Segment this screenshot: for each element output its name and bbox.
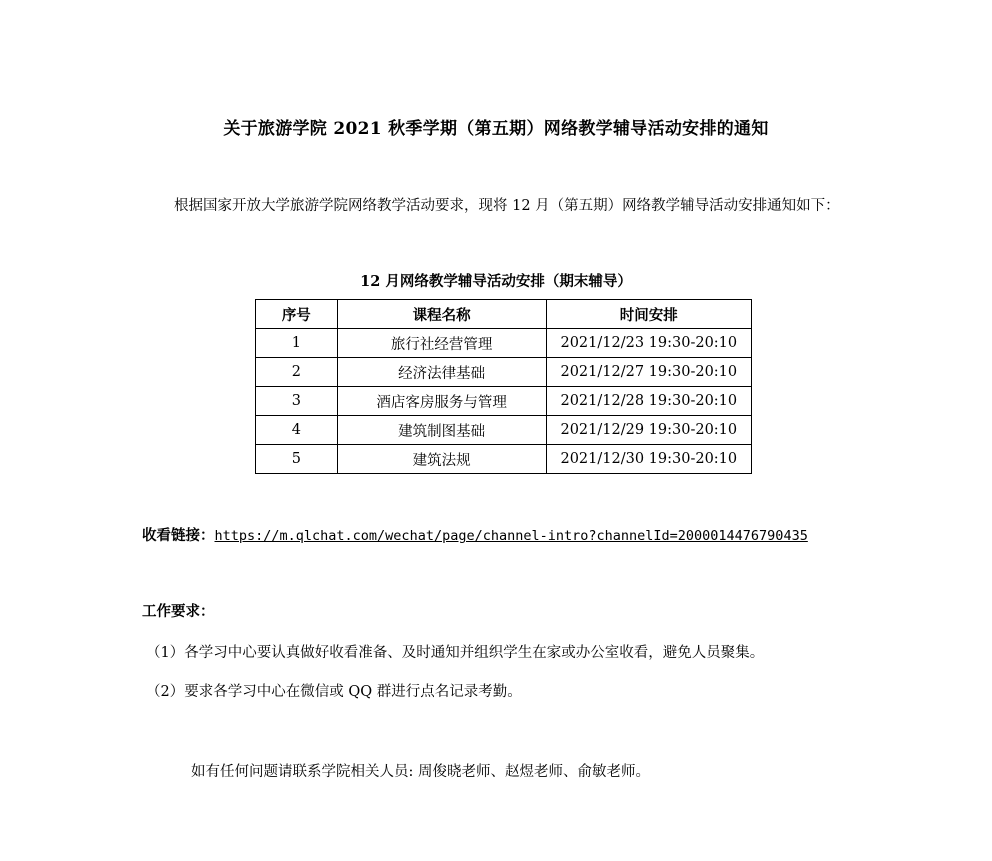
row-index: 1 (256, 329, 338, 358)
table-row (256, 329, 752, 358)
row-course: 建筑制图基础 (337, 416, 546, 445)
table-caption: 12 月网络教学辅导活动安排（期末辅导） (360, 273, 632, 290)
row-time: 2021/12/23 19:30-20:10 (546, 329, 751, 358)
row-course: 旅行社经营管理 (337, 329, 546, 358)
table-row (256, 387, 752, 416)
table-row (256, 416, 752, 445)
document-title: 关于旅游学院 2021 秋季学期（第五期）网络教学辅导活动安排的通知 (223, 119, 769, 139)
table-row (256, 445, 752, 474)
row-index: 3 (256, 387, 338, 416)
row-time: 2021/12/28 19:30-20:10 (546, 387, 751, 416)
header-course: 课程名称 (337, 300, 546, 329)
table-row (256, 358, 752, 387)
viewing-link-line (142, 524, 808, 545)
requirements-heading: 工作要求： (142, 603, 215, 620)
viewing-link-url[interactable]: https://m.qlchat.com/wechat/page/channel-intro?channelId=2000014476790435 (214, 528, 808, 544)
row-time: 2021/12/30 19:30-20:10 (546, 445, 751, 474)
row-index: 4 (256, 416, 338, 445)
row-course: 经济法律基础 (337, 358, 546, 387)
table-header-row (256, 300, 752, 329)
contact-paragraph: 如有任何问题请联系学院相关人员: 周俊晓老师、赵煜老师、俞敏老师。 (191, 764, 650, 780)
schedule-table (255, 299, 752, 474)
row-time: 2021/12/29 19:30-20:10 (546, 416, 751, 445)
header-time: 时间安排 (546, 300, 751, 329)
row-time: 2021/12/27 19:30-20:10 (546, 358, 751, 387)
row-course: 酒店客房服务与管理 (337, 387, 546, 416)
requirement-item: （2）要求各学习中心在微信或 QQ 群进行点名记录考勤。 (146, 684, 522, 700)
row-index: 2 (256, 358, 338, 387)
intro-paragraph: 根据国家开放大学旅游学院网络教学活动要求，现将 12 月（第五期）网络教学辅导活动安排通知如下： (174, 198, 840, 214)
row-course: 建筑法规 (337, 445, 546, 474)
viewing-link-label: 收看链接： (142, 527, 215, 544)
requirement-item: （1）各学习中心要认真做好收看准备、及时通知并组织学生在家或办公室收看，避免人员聚集。 (146, 645, 765, 661)
row-index: 5 (256, 445, 338, 474)
header-index: 序号 (256, 300, 338, 329)
